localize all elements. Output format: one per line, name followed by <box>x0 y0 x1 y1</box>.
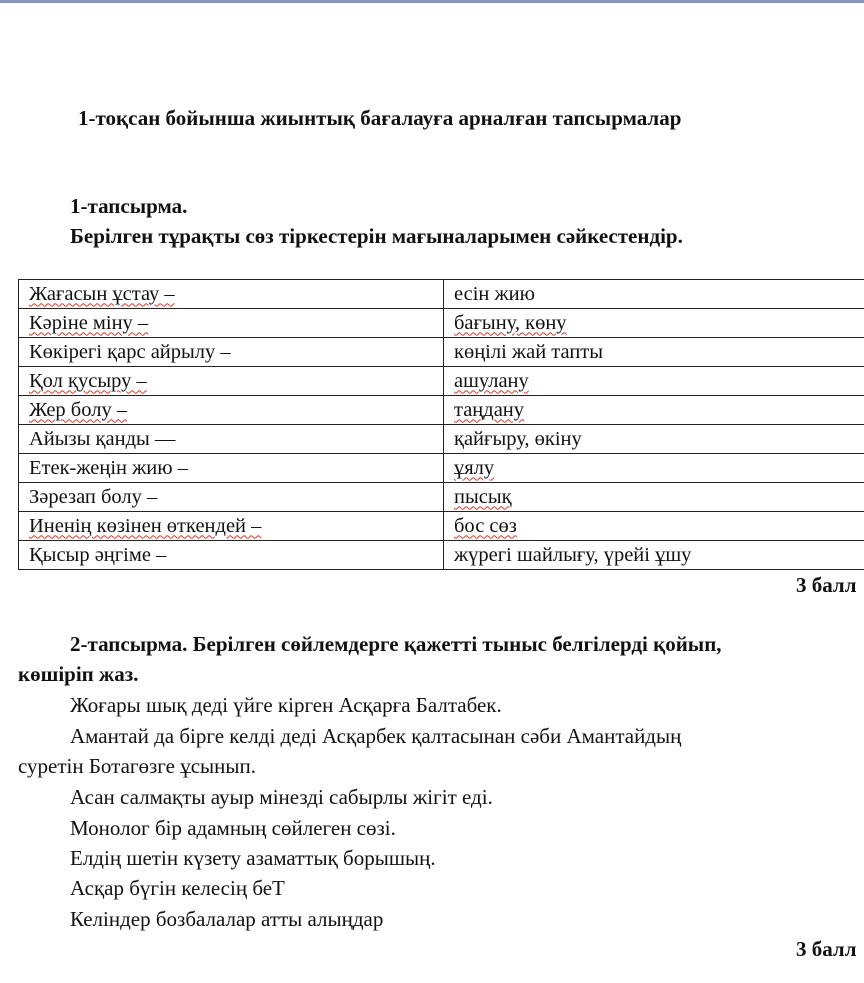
phrase-text: Етек-жеңін жию – <box>29 456 188 479</box>
meaning-cell <box>444 280 864 309</box>
table-row <box>19 512 864 541</box>
meaning-text: пысық <box>454 485 512 508</box>
phrase-text: Иненің көзінен өткендей – <box>29 514 262 537</box>
phrase-cell <box>19 280 444 309</box>
phrase-cell <box>19 338 444 367</box>
phrase-text: Қысыр әңгіме – <box>29 543 167 566</box>
meaning-cell <box>444 483 864 512</box>
phrase-cell <box>19 541 444 570</box>
phrase-text: Айызы қанды — <box>29 427 176 450</box>
meaning-text: есін жию <box>454 282 535 305</box>
phrase-text: Қол қусыру – <box>29 369 147 392</box>
meaning-text: ұялу <box>454 456 495 479</box>
meaning-cell <box>444 309 864 338</box>
meaning-text: ашулану <box>454 369 529 392</box>
phrase-cell <box>19 396 444 425</box>
task1-points: 3 балл <box>796 573 857 597</box>
task1-instruction: Берілген тұрақты сөз тіркестерін мағыналарымен сәйкестендір. <box>70 224 683 248</box>
task1-label: 1-тапсырма. <box>70 194 188 218</box>
table-row <box>19 541 864 570</box>
sentence-line: Жоғары шық деді үйге кірген Асқарға Балтабек. <box>70 693 502 717</box>
meaning-cell <box>444 396 864 425</box>
meaning-text: бағыну, көну <box>454 311 567 334</box>
phrase-text: Жер болу – <box>29 398 128 421</box>
meaning-text: қайғыру, өкіну <box>454 427 582 450</box>
table-row <box>19 280 864 309</box>
sentence-line: Асқар бүгін келесің беТ <box>70 876 285 900</box>
phrase-cell <box>19 454 444 483</box>
sentence-line: Амантай да бірге келді деді Асқарбек қалтасынан сәби Амантайдың <box>70 724 682 748</box>
meaning-text: көңілі жай тапты <box>454 340 604 363</box>
meaning-cell <box>444 338 864 367</box>
phrase-cell <box>19 512 444 541</box>
table-row <box>19 367 864 396</box>
table-row <box>19 483 864 512</box>
meaning-text: жүрегі шайлығу, үрейі ұшу <box>454 543 692 566</box>
table-row <box>19 425 864 454</box>
phrase-text: Зәрезап болу – <box>29 485 158 508</box>
phrase-cell <box>19 483 444 512</box>
meaning-cell <box>444 367 864 396</box>
sentence-line: Келіндер бозбалалар атты алыңдар <box>70 907 384 931</box>
task2-heading-line2: көшіріп жаз. <box>18 662 139 686</box>
task2-points: 3 балл <box>796 937 857 961</box>
meaning-cell <box>444 512 864 541</box>
table-row <box>19 454 864 483</box>
meaning-cell <box>444 425 864 454</box>
sentence-line: Асан салмақты ауыр мінезді сабырлы жігіт еді. <box>70 785 493 809</box>
document-title: 1-тоқсан бойынша жиынтық бағалауға арналған тапсырмалар <box>78 106 682 130</box>
phrase-cell <box>19 309 444 338</box>
table-row <box>19 396 864 425</box>
meaning-text: бос сөз <box>454 514 517 537</box>
top-border-line <box>0 0 864 3</box>
task2-heading-line1: 2-тапсырма. Берілген сөйлемдерге қажетті тыныс белгілерді қойып, <box>70 632 722 656</box>
meaning-cell <box>444 454 864 483</box>
sentence-line: Монолог бір адамның сөйлеген сөзі. <box>70 816 396 840</box>
table-row <box>19 309 864 338</box>
table-row <box>19 338 864 367</box>
matching-table <box>18 279 864 570</box>
phrase-text: Көкірегі қарс айрылу – <box>29 340 231 363</box>
phrase-text: Кәріне міну – <box>29 311 149 334</box>
phrase-cell <box>19 367 444 396</box>
sentence-line: суретін Ботагөзге ұсынып. <box>18 754 256 778</box>
sentence-line: Елдің шетін күзету азаматтық борышың. <box>70 846 436 870</box>
meaning-cell <box>444 541 864 570</box>
meaning-text: таңдану <box>454 398 525 421</box>
phrase-text: Жағасын ұстау – <box>29 282 175 305</box>
phrase-cell <box>19 425 444 454</box>
